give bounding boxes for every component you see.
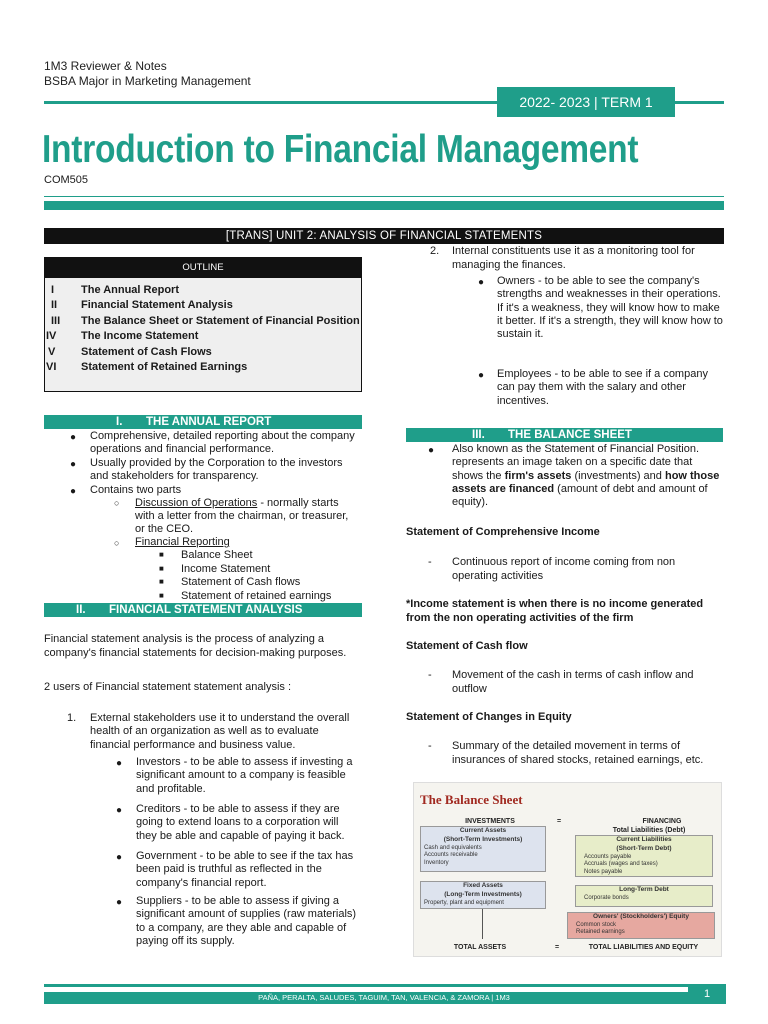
- bs-desc-financed: how those assets are financed: [452, 469, 720, 495]
- footer-authors: PAÑA, PERALTA, SALUDES, TAGUIM, TAN, VALENCIA, & ZAMORA | 1M3: [44, 992, 724, 1004]
- panel-heading: Owners' (Stockholders') Equity: [593, 913, 689, 920]
- panel-item: Cash and equivalents: [424, 844, 482, 851]
- outline-text: Statement of Cash Flows: [81, 345, 212, 358]
- outline-heading: OUTLINE: [45, 258, 361, 278]
- page-title: Introduction to Financial Management: [42, 128, 639, 171]
- dash-marker: -: [428, 740, 432, 752]
- outline-num: IV: [46, 330, 57, 343]
- outline-text: The Income Statement: [81, 330, 199, 343]
- list-number: 2.: [430, 245, 440, 257]
- outline-item: [45, 345, 361, 360]
- bs-desc-part: Also known as the Statement of Financial Position. represents an image taken on a specific date that shows the: [452, 443, 700, 482]
- figure-title: The Balance Sheet: [420, 792, 523, 807]
- heading-cash-flow: Statement of Cash flow: [406, 640, 528, 652]
- heading-comprehensive-income: Statement of Comprehensive Income: [406, 526, 600, 538]
- outline-item: [45, 329, 361, 344]
- bullet-icon: ●: [478, 370, 485, 381]
- circle-bullet-icon: ○: [114, 498, 120, 508]
- outline-text: The Annual Report: [81, 284, 179, 296]
- user-suppliers: Suppliers - to be able to assess if giving a significant amount of supplies (raw materials) to a company, are they able and capable of paying off its supply.: [136, 895, 357, 947]
- desc-comprehensive-income: Continuous report of income coming from non operating activities: [452, 556, 676, 582]
- dash-marker: -: [428, 556, 432, 568]
- fs-analysis-definition: Financial statement analysis is the process of analyzing a company's financial statements for decision-making purposes.: [44, 633, 347, 659]
- header-line-1: 1M3 Reviewer & Notes: [44, 59, 167, 73]
- total-assets-label: TOTAL ASSETS: [453, 944, 507, 951]
- outline-num: I: [51, 284, 55, 296]
- user-creditors: Creditors - to be able to assess if they are going to extend loans to a corporation will they be able and capable of paying it back.: [136, 803, 345, 842]
- page-number: 1: [688, 984, 726, 1004]
- outline-item: [45, 283, 361, 298]
- panel-heading: Long-Term Debt: [619, 886, 669, 893]
- circle-bullet-icon: ○: [114, 538, 120, 548]
- section-title: FINANCIAL STATEMENT ANALYSIS: [109, 604, 303, 616]
- heading-changes-in-equity: Statement of Changes in Equity: [406, 711, 572, 723]
- panel-item: Property, plant and equipment: [424, 899, 504, 906]
- panel-subheading: (Short-Term Investments): [443, 835, 523, 843]
- equals-sign: =: [556, 818, 562, 825]
- bullet-icon: ●: [70, 459, 77, 470]
- panel-item: Notes payable: [584, 868, 623, 875]
- outline-item: [45, 314, 361, 329]
- financing-label: FINANCING: [642, 818, 682, 825]
- current-assets-panel: [420, 826, 546, 872]
- list-number: 1.: [67, 712, 77, 724]
- panel-subheading: (Short-Term Debt): [616, 844, 672, 852]
- outline-text: Statement of Retained Earnings: [81, 361, 248, 374]
- outline-num: V: [48, 345, 56, 358]
- section-header-annual-report: [44, 415, 362, 429]
- annual-report-bullet-2: Usually provided by the Corporation to the investors and stakeholders for transparency.: [90, 457, 343, 482]
- long-term-debt-panel: [575, 885, 713, 907]
- investments-label: INVESTMENTS: [465, 818, 515, 825]
- outline-text: Financial Statement Analysis: [81, 299, 233, 312]
- panel-item: Common stock: [576, 921, 617, 928]
- bullet-icon: ●: [116, 758, 123, 769]
- course-code: COM505: [44, 174, 89, 186]
- equals-sign: =: [554, 944, 560, 951]
- income-statement-note: *Income statement is when there is no income generated from the non operating activities of the firm: [406, 598, 704, 624]
- bs-desc-assets: firm's assets: [504, 469, 572, 482]
- section-title: THE BALANCE SHEET: [508, 429, 632, 441]
- bs-desc-part: (amount of debt and amount of equity).: [452, 482, 708, 509]
- section-header-fs-analysis: [44, 603, 362, 617]
- panel-heading: Fixed Assets: [463, 882, 503, 889]
- panel-item: Corporate bonds: [584, 894, 629, 901]
- current-liabilities-panel: [575, 835, 713, 877]
- section-number: III.: [472, 429, 485, 441]
- total-liabilities-equity-label: TOTAL LIABILITIES AND EQUITY: [588, 944, 699, 951]
- outline-item: [45, 360, 361, 375]
- square-bullet-icon: ■: [159, 550, 164, 559]
- panel-item: Retained earnings: [576, 929, 625, 936]
- desc-cash-flow: Movement of the cash in terms of cash inflow and outflow: [452, 669, 694, 695]
- financial-reporting-item: Statement of retained earnings: [181, 590, 332, 602]
- panel-item: Accruals (wages and taxes): [584, 861, 658, 868]
- bullet-icon: ●: [70, 432, 77, 443]
- balance-sheet-figure: [413, 782, 722, 957]
- total-liabilities-label: Total Liabilities (Debt): [612, 827, 686, 834]
- financial-reporting-item: Statement of Cash flows: [181, 576, 301, 588]
- owners-equity-panel: [567, 912, 715, 939]
- desc-changes-in-equity: Summary of the detailed movement in terms of insurances of shared stocks, retained earnings, etc.: [452, 740, 704, 766]
- header-line-2: BSBA Major in Marketing Management: [44, 74, 251, 88]
- bullet-icon: ●: [116, 897, 123, 908]
- unit-title-bar: [TRANS] UNIT 2: ANALYSIS OF FINANCIAL STATEMENTS: [44, 228, 724, 244]
- discussion-of-operations-desc: - normally starts with a letter from the chairman, or treasurer, or the CEO.: [135, 497, 349, 535]
- connector-line: [482, 909, 483, 939]
- financial-reporting-item: Income Statement: [181, 563, 271, 575]
- user-government: Government - to be able to see if the tax has been paid is truthful as reflected in the company's financial report.: [136, 850, 354, 889]
- title-rule-thin: [44, 196, 724, 197]
- bullet-icon: ●: [116, 852, 123, 863]
- section-title: THE ANNUAL REPORT: [146, 416, 272, 428]
- discussion-of-operations: [135, 497, 361, 536]
- section-number: I.: [116, 416, 123, 428]
- fixed-assets-panel: [420, 881, 546, 909]
- financial-reporting-item: Balance Sheet: [181, 549, 253, 561]
- outline-num: VI: [46, 361, 57, 374]
- financial-reporting-title: Financial Reporting: [135, 536, 230, 548]
- title-rule-thick: [44, 201, 724, 210]
- outline-box: [44, 257, 362, 392]
- footer-rule: [44, 984, 724, 987]
- outline-num: III: [51, 314, 61, 327]
- panel-item: Accounts payable: [584, 853, 632, 860]
- bullet-icon: ●: [116, 805, 123, 816]
- bullet-icon: ●: [70, 486, 77, 497]
- external-stakeholders: External stakeholders use it to understand the overall health of an organization as well as to evaluate financial performance and business value.: [90, 712, 350, 751]
- outline-item: [45, 298, 361, 313]
- outline-text: The Balance Sheet or Statement of Financial Position: [81, 314, 360, 327]
- panel-item: Accounts receivable: [424, 852, 478, 859]
- bullet-icon: ●: [478, 277, 485, 288]
- panel-item: Inventory: [424, 859, 449, 866]
- user-employees: Employees - to be able to see if a company can pay them with the salary and other incentives.: [497, 368, 708, 407]
- annual-report-bullet-1: Comprehensive, detailed reporting about the company operations and financial performance.: [90, 430, 355, 455]
- outline-num: II: [51, 299, 58, 312]
- internal-constituents: Internal constituents use it as a monitoring tool for managing the finances.: [452, 245, 695, 271]
- annual-report-bullet-3: Contains two parts: [90, 484, 182, 496]
- panel-heading: Current Assets: [459, 827, 507, 834]
- section-header-balance-sheet: [406, 428, 723, 442]
- user-owners: Owners - to be able to see the company's strengths and weaknesses in their operations. If it's a weakness, they will know how to make it better. If it's a strength, they will know how to sustain it.: [497, 275, 723, 341]
- dash-marker: -: [428, 669, 432, 681]
- section-number: II.: [76, 604, 86, 616]
- square-bullet-icon: ■: [159, 577, 164, 586]
- square-bullet-icon: ■: [159, 564, 164, 573]
- user-investors: Investors - to be able to assess if investing a significant amount to a company is feasible and profitable.: [136, 756, 353, 795]
- fs-analysis-users-intro: 2 users of Financial statement statement analysis :: [44, 681, 292, 693]
- bs-desc-part: (investments) and: [571, 469, 665, 482]
- panel-subheading: (Long-Term Investments): [444, 890, 522, 898]
- square-bullet-icon: ■: [159, 591, 164, 600]
- term-badge: 2022- 2023 | TERM 1: [497, 87, 675, 117]
- panel-heading: Current Liabilities: [616, 836, 672, 843]
- balance-sheet-description: [452, 443, 726, 509]
- bullet-icon: ●: [428, 445, 435, 456]
- discussion-of-operations-title: Discussion of Operations: [135, 497, 258, 509]
